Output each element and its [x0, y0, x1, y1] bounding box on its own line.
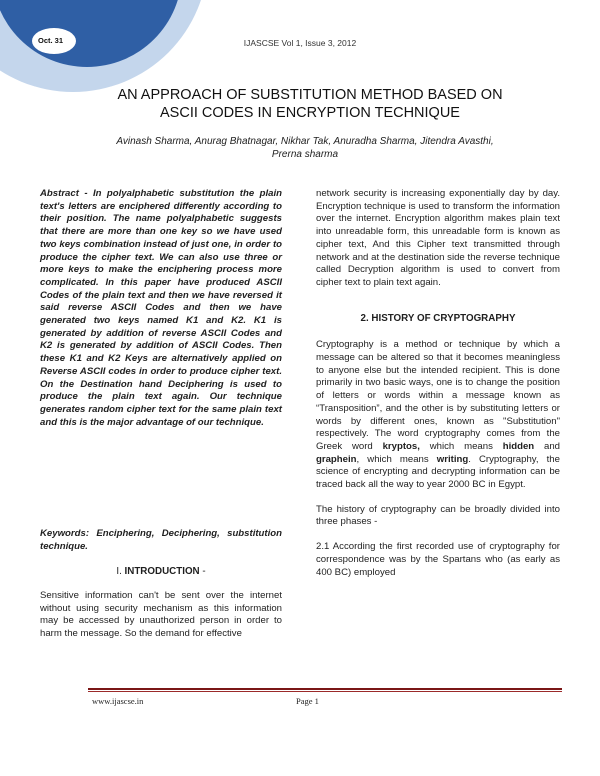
- introduction-number: I.: [116, 566, 122, 577]
- history-paragraph-1: [316, 339, 560, 491]
- introduction-heading: [40, 566, 282, 579]
- history-paragraph-2: The history of cryptography can be broadly divided into three phases -: [316, 503, 560, 528]
- keywords: Keywords: Enciphering, Deciphering, substitution technique.: [40, 528, 282, 552]
- history-text-b: which means: [419, 440, 503, 452]
- journal-header: IJASCSE Vol 1, Issue 3, 2012: [243, 38, 357, 48]
- page-number: Page 1: [296, 696, 319, 706]
- author-list: [75, 135, 535, 161]
- paper-title: [95, 86, 525, 122]
- history-text-c: and: [534, 440, 560, 452]
- author-list-line-2: Prerna sharma: [271, 149, 339, 160]
- left-column: [40, 188, 282, 640]
- introduction-continuation: network security is increasing exponentially day by day. Encryption technique is used to transform the information over the internet. Encryption algorithm makes plain text into unreadable form, this unreadable form is known as cipher text, And this Cipher text transmitted through network and at the destination side the reverse technique called Decryption algorithm is used to convert from cipher text to plain text again.: [316, 188, 560, 288]
- abstract: Abstract - In polyalphabetic substitution the plain text's letters are enciphered differently according to their position. The name polyalphabetic suggests that there are more than one key so we have used two keys combination instead of just one, in order to produce the cipher text. We can also use three or more keys to make the enciphering process more complicated. In this paper have produced ASCII Codes of the plain text and then we have reversed it said reverse ASCII Codes and then we have generated two keys named K1 and K2. K1 is generated by addition of reverse ASCII Codes and K2 is generated by addition of ASCII Codes. Then these K1 and K2 Keys are alternatively applied on Reverse ASCII codes in order to produce cipher text. On the Destination hand Deciphering is used to produce the plain text again. Our technique generates random cipher text for the same plain text and this is the major advantage of our technique.: [40, 188, 282, 428]
- right-column: [316, 188, 560, 579]
- footer-rule: [88, 688, 562, 690]
- introduction-suffix: -: [202, 566, 206, 577]
- term-hidden: hidden: [502, 440, 535, 452]
- issue-date: Oct. 31: [38, 36, 64, 45]
- term-kryptos: kryptos,: [382, 440, 420, 452]
- history-paragraph-3: 2.1 According the first recorded use of cryptography for correspondence was by the Spartans who (as early as 400 BC) employed: [316, 541, 560, 578]
- history-text-d: , which means: [356, 453, 437, 465]
- history-text-a: Cryptography is a method or technique by which a message can be altered so that it becomes meaningless to anyone else but the intended recipient. This is done primarily in two basic ways, one is to change the position of letters or words within a message known as “Transposition”, and the other is by substituting letters or words by different ones, known as "Substitution" respectively. The word cryptography comes from the Greek word: [316, 339, 560, 452]
- term-graphein: graphein: [316, 453, 357, 465]
- footer-rule-secondary: [88, 691, 562, 692]
- history-text-e: . Cryptography, the science of encrypting and decrypting information can be traced back all the way to year 2000 BC in Egypt.: [316, 453, 560, 491]
- paper-title-line-1: AN APPROACH OF SUBSTITUTION METHOD BASED ON: [117, 87, 503, 103]
- author-list-line-1: Avinash Sharma, Anurag Bhatnagar, Nikhar Tak, Anuradha Sharma, Jitendra Avasthi,: [116, 136, 494, 147]
- paper-title-line-2: ASCII CODES IN ENCRYPTION TECHNIQUE: [160, 105, 460, 121]
- introduction-title: INTRODUCTION: [124, 566, 200, 577]
- history-heading: 2. HISTORY OF CRYPTOGRAPHY: [360, 312, 516, 324]
- introduction-paragraph: Sensitive information can't be sent over the internet without using security mechanism as this information may be accessed by unauthorized person in order to harm the message. So the demand for effective: [40, 590, 282, 640]
- term-writing: writing: [436, 453, 469, 465]
- footer-website: www.ijascse.in: [92, 696, 144, 706]
